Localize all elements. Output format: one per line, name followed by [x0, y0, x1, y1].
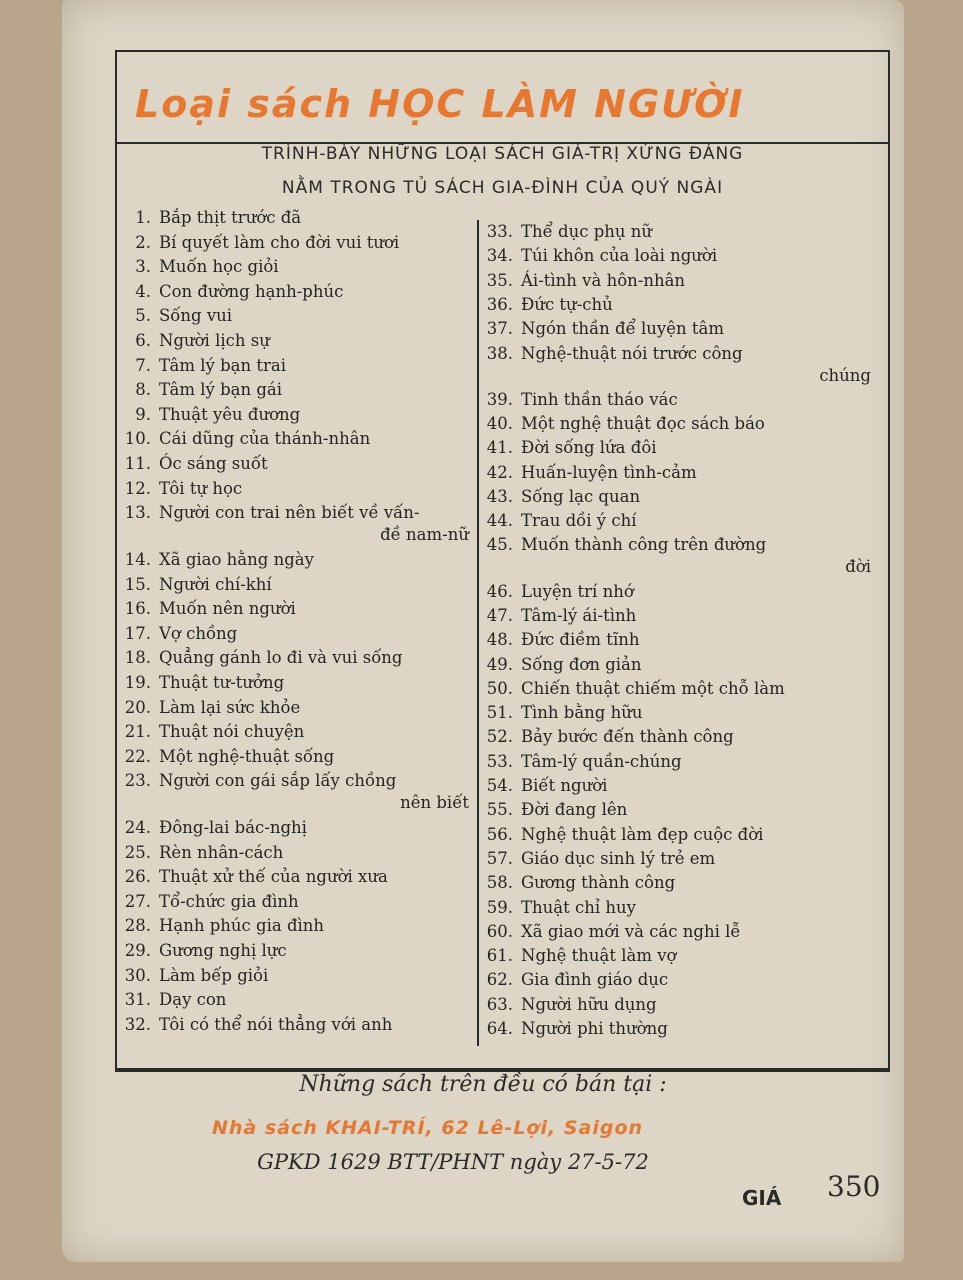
book-list-item	[479, 898, 871, 917]
book-list-item	[117, 673, 469, 692]
book-title: Hạnh phúc gia đình	[159, 916, 325, 936]
book-title-continued: đời	[845, 557, 871, 577]
book-title: Ái-tình và hôn-nhân	[521, 270, 686, 290]
catalog-frame	[115, 50, 890, 1072]
book-title: Nghệ thuật làm vợ	[521, 946, 677, 966]
book-list-item	[479, 390, 871, 409]
book-title: Thuật xử thế của người xưa	[159, 867, 388, 887]
book-list-item	[117, 1015, 469, 1034]
book-title: Trau dồi ý chí	[521, 511, 637, 531]
bookstore-address: Nhà sách KHAI-TRÍ, 62 Lê-Lợi, Saigon	[212, 1117, 644, 1139]
book-number: 11.	[124, 454, 151, 473]
book-title: Chiến thuật chiếm một chỗ làm	[521, 678, 785, 698]
price-label: GIÁ	[742, 1186, 782, 1210]
book-list-item	[479, 1019, 871, 1038]
book-list-item	[479, 271, 871, 290]
book-title: Con đường hạnh-phúc	[159, 281, 344, 301]
book-list-item	[117, 454, 469, 473]
book-title: Muốn học giỏi	[159, 257, 279, 277]
book-list-item	[479, 295, 871, 314]
book-list-item	[479, 703, 871, 722]
book-list-item	[117, 257, 469, 276]
book-list-item	[479, 995, 871, 1014]
book-title: Sống đơn giản	[521, 654, 642, 674]
book-list-item	[117, 941, 469, 960]
book-number: 25.	[124, 842, 151, 862]
book-list-item	[479, 487, 871, 506]
book-list-item	[117, 624, 469, 643]
book-list-item	[479, 679, 871, 698]
book-list-item	[479, 343, 871, 385]
book-number: 1.	[135, 208, 151, 227]
book-number: 6.	[135, 331, 151, 350]
book-title: Một nghệ thuật đọc sách báo	[521, 413, 765, 433]
book-list-item	[117, 966, 469, 985]
book-title: Người hữu dụng	[521, 994, 657, 1014]
footer-rule	[115, 1068, 890, 1070]
book-title: Biết người	[521, 776, 608, 796]
available-at-text: Những sách trên đều có bán tại :	[299, 1072, 667, 1097]
book-title: Nghệ thuật làm đẹp cuộc đời	[521, 824, 764, 844]
book-number: 15.	[124, 574, 151, 594]
book-number: 46.	[486, 581, 513, 601]
book-list-item	[479, 438, 871, 457]
book-title: Xã giao mới và các nghi lễ	[521, 921, 741, 941]
book-title: Óc sáng suốt	[159, 454, 268, 473]
book-title: Đời đang lên	[521, 800, 628, 820]
book-title: Người con gái sắp lấy chồng	[159, 771, 397, 791]
book-list-item	[479, 970, 871, 989]
series-headline: Loại sách HỌC LÀM NGƯỜI	[135, 82, 745, 126]
book-list-item	[117, 405, 469, 424]
book-list-item	[479, 246, 871, 265]
book-list-item	[117, 233, 469, 252]
book-title: Người chí-khí	[159, 574, 272, 594]
book-list-item	[479, 463, 871, 482]
book-list-item	[117, 771, 469, 813]
book-number: 63.	[486, 994, 513, 1014]
book-title: Một nghệ-thuật sống	[159, 746, 335, 766]
book-number: 52.	[486, 727, 513, 747]
book-number: 49.	[486, 654, 513, 674]
book-title: Rèn nhân-cách	[159, 842, 284, 862]
book-number: 42.	[486, 462, 513, 482]
book-number: 37.	[486, 319, 513, 339]
book-number: 44.	[486, 511, 513, 531]
book-number: 32.	[124, 1014, 151, 1034]
book-number: 12.	[124, 478, 151, 498]
book-title: Giáo dục sinh lý trẻ em	[521, 848, 716, 868]
book-list-item	[117, 331, 469, 350]
book-list-item	[117, 575, 469, 594]
book-list-item	[479, 222, 871, 241]
book-list-item	[117, 208, 469, 227]
book-back-cover	[62, 0, 904, 1262]
book-number: 8.	[135, 380, 151, 400]
book-list-item	[479, 582, 871, 601]
book-title: Tâm lý bạn gái	[159, 380, 283, 400]
book-list-item	[479, 849, 871, 868]
book-list-item	[479, 922, 871, 941]
book-number: 5.	[135, 306, 151, 326]
book-title: Người lịch sự	[159, 331, 270, 350]
book-number: 54.	[486, 776, 513, 796]
book-title: Nghệ-thuật nói trước công	[521, 343, 743, 363]
book-list-item	[117, 843, 469, 862]
book-list-item	[117, 356, 469, 375]
book-title: Túi khôn của loài người	[521, 246, 718, 266]
book-title: Đức điềm tĩnh	[521, 630, 640, 650]
book-number: 30.	[124, 965, 151, 985]
book-number: 26.	[124, 867, 151, 887]
book-number: 50.	[486, 678, 513, 698]
book-number: 40.	[486, 413, 513, 433]
book-number: 21.	[124, 722, 151, 742]
book-title: Thuật tư-tưởng	[159, 672, 285, 692]
book-list-item	[479, 752, 871, 771]
book-title: Bảy bước đến thành công	[521, 727, 734, 747]
subtitle-line-2: NẰM TRONG TỦ SÁCH GIA-ĐÌNH CỦA QUÝ NGÀI	[281, 178, 724, 198]
book-list-item	[479, 535, 871, 577]
book-number: 13.	[124, 503, 151, 523]
book-number: 31.	[124, 990, 151, 1010]
book-title: Gương nghị lực	[159, 941, 287, 961]
book-title-continued: chúng	[819, 365, 871, 385]
book-title: Tâm-lý quần-chúng	[521, 751, 682, 771]
book-list-item	[117, 722, 469, 741]
book-list-item	[117, 747, 469, 766]
book-number: 24.	[124, 818, 151, 838]
book-title: Tinh thần tháo vác	[521, 389, 678, 409]
book-list-item	[117, 599, 469, 618]
book-title: Tổ-chức gia đình	[159, 891, 299, 911]
book-title: Muốn thành công trên đường	[521, 535, 767, 555]
book-number: 10.	[124, 429, 151, 449]
book-title: Làm bếp giỏi	[159, 965, 269, 985]
book-number: 22.	[124, 746, 151, 766]
book-list-item	[479, 776, 871, 795]
book-list-item	[117, 479, 469, 498]
book-title: Quẳng gánh lo đi và vui sống	[159, 648, 403, 668]
book-title-continued: nên biết	[400, 793, 469, 813]
book-title: Cái dũng của thánh-nhân	[159, 429, 371, 449]
book-number: 2.	[135, 232, 151, 252]
book-list-item	[479, 414, 871, 433]
book-list-item	[117, 550, 469, 569]
book-title: Thuật chỉ huy	[521, 897, 636, 917]
book-list-item	[117, 990, 469, 1009]
book-title: Tâm lý bạn trai	[159, 355, 287, 375]
book-number: 43.	[486, 486, 513, 506]
book-number: 39.	[486, 389, 513, 409]
license-text: GPKD 1629 BTT/PHNT ngày 27-5-72	[257, 1150, 649, 1174]
book-list-item	[479, 319, 871, 338]
book-list-item	[479, 946, 871, 965]
book-list-item	[479, 511, 871, 530]
book-number: 59.	[486, 897, 513, 917]
book-number: 53.	[486, 751, 513, 771]
book-number: 20.	[124, 697, 151, 717]
book-number: 60.	[486, 921, 513, 941]
book-title: Sống vui	[159, 306, 233, 326]
book-title: Bí quyết làm cho đời vui tươi	[159, 232, 400, 252]
book-list-item	[479, 727, 871, 746]
book-number: 18.	[124, 648, 151, 668]
book-number: 35.	[486, 270, 513, 290]
book-title: Tình bằng hữu	[521, 703, 643, 723]
book-title: Thể dục phụ nữ	[521, 222, 653, 241]
book-list-item	[479, 630, 871, 649]
book-list-item	[479, 825, 871, 844]
book-title: Gương thành công	[521, 873, 676, 893]
book-list-item	[479, 606, 871, 625]
book-title: Gia đình giáo dục	[521, 970, 669, 990]
book-number: 45.	[486, 535, 513, 555]
book-number: 9.	[135, 404, 151, 424]
book-list-item	[117, 892, 469, 911]
book-number: 7.	[135, 355, 151, 375]
book-number: 17.	[124, 623, 151, 643]
book-title: Đức tự-chủ	[521, 294, 613, 314]
book-number: 57.	[486, 848, 513, 868]
book-title: Đời sống lứa đôi	[521, 438, 657, 458]
book-number: 3.	[135, 257, 151, 277]
book-number: 28.	[124, 916, 151, 936]
book-number: 29.	[124, 941, 151, 961]
book-title-continued: đề nam-nữ	[380, 525, 469, 545]
book-number: 19.	[124, 672, 151, 692]
book-title: Tâm-lý ái-tình	[521, 605, 637, 625]
book-number: 23.	[124, 771, 151, 791]
book-number: 56.	[486, 824, 513, 844]
book-title: Sống lạc quan	[521, 486, 641, 506]
book-number: 14.	[124, 549, 151, 569]
book-list-item	[117, 429, 469, 448]
book-number: 62.	[486, 970, 513, 990]
book-number: 33.	[486, 222, 513, 241]
book-number: 38.	[486, 343, 513, 363]
book-title: Làm lại sức khỏe	[159, 697, 301, 717]
book-number: 55.	[486, 800, 513, 820]
book-number: 64.	[486, 1019, 513, 1039]
book-number: 36.	[486, 294, 513, 314]
book-title: Bắp thịt trước đã	[159, 208, 302, 227]
book-number: 4.	[135, 281, 151, 301]
book-title: Người con trai nên biết về vấn-	[159, 503, 420, 523]
book-list-item	[117, 306, 469, 325]
book-list-item	[117, 282, 469, 301]
book-list-item	[117, 503, 469, 545]
book-title: Thuật nói chuyện	[159, 722, 305, 742]
book-title: Thuật yêu đương	[159, 404, 301, 424]
book-number: 51.	[486, 703, 513, 723]
book-number: 16.	[124, 599, 151, 619]
book-title: Muốn nên người	[159, 599, 296, 619]
book-title: Tôi có thể nói thẳng với anh	[159, 1014, 393, 1034]
book-title: Tôi tự học	[159, 478, 243, 498]
book-number: 34.	[486, 246, 513, 266]
book-list-item	[479, 655, 871, 674]
subtitle-line-1: TRÌNH-BÀY NHỮNG LOẠI SÁCH GIÁ-TRỊ XỨNG ĐÁNG	[261, 144, 744, 164]
book-list-item	[117, 698, 469, 717]
book-title: Dạy con	[159, 990, 227, 1010]
book-list-item	[117, 380, 469, 399]
book-list-item	[117, 818, 469, 837]
book-list-item	[117, 648, 469, 667]
book-list-item	[117, 867, 469, 886]
book-list-item	[479, 800, 871, 819]
book-list-item	[479, 873, 871, 892]
book-title: Người phi thường	[521, 1019, 668, 1039]
book-list-item	[117, 916, 469, 935]
book-title: Ngón thần để luyện tâm	[521, 319, 724, 339]
book-title: Xã giao hằng ngày	[159, 549, 314, 569]
book-number: 48.	[486, 630, 513, 650]
book-title: Vợ chồng	[159, 623, 238, 643]
price-value: 350	[827, 1170, 881, 1203]
book-title: Huấn-luyện tình-cảm	[521, 462, 697, 482]
book-number: 58.	[486, 873, 513, 893]
book-title: Đông-lai bác-nghị	[159, 818, 307, 838]
book-number: 61.	[486, 946, 513, 966]
book-number: 27.	[124, 891, 151, 911]
book-number: 41.	[486, 438, 513, 458]
book-title: Luyện trí nhớ	[521, 581, 634, 601]
book-number: 47.	[486, 605, 513, 625]
